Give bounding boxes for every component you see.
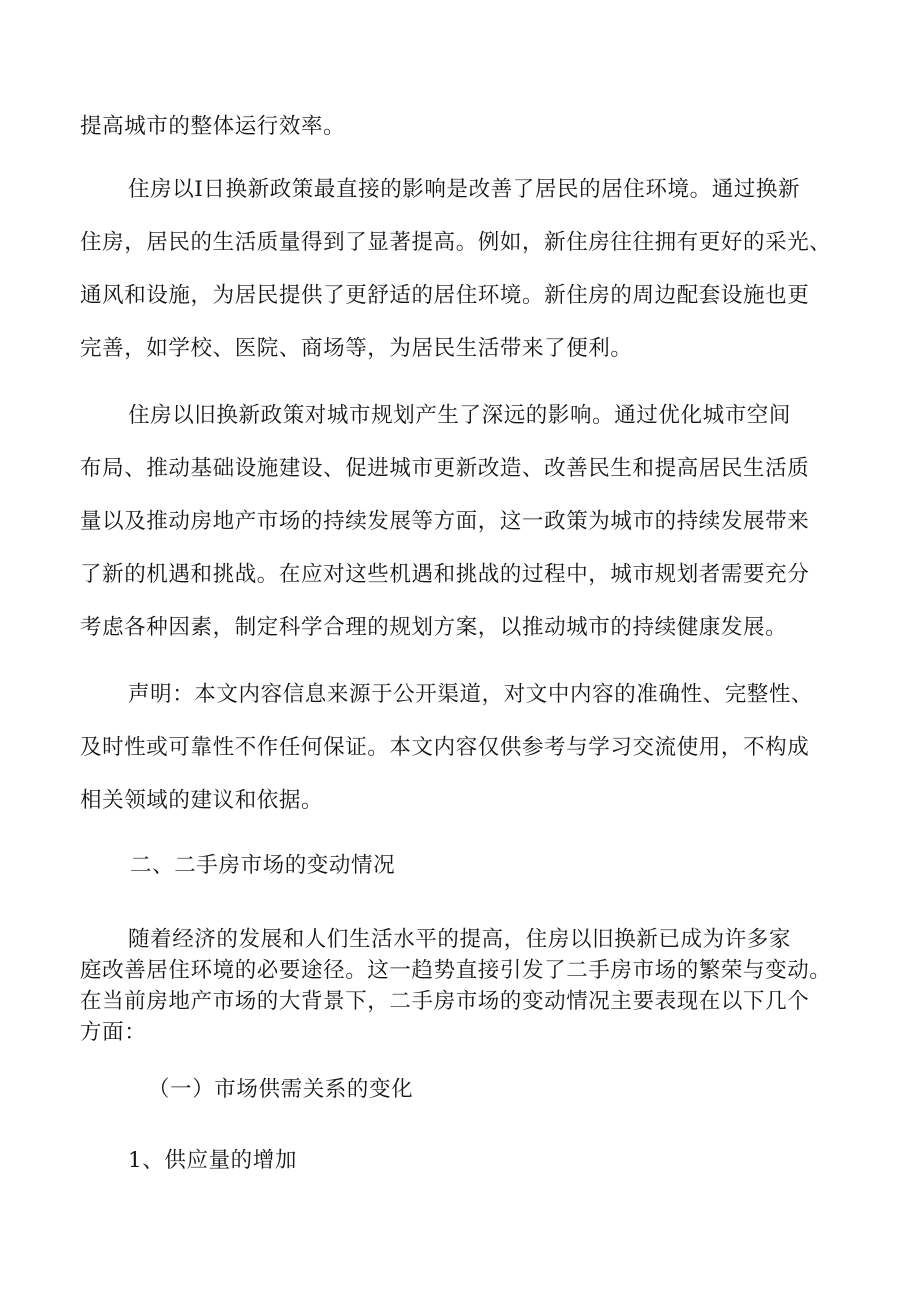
- text-line: 考虑各种因素，制定科学合理的规划方案，以推动城市的持续健康发展。: [80, 615, 788, 640]
- text-line: 提高城市的整体运行效率。: [80, 114, 346, 139]
- text-line: 方面：: [80, 1020, 147, 1045]
- text-line: 了新的机遇和挑战。在应对这些机遇和挑战的过程中，城市规划者需要充分: [80, 562, 810, 587]
- text-line: 住房，居民的生活质量得到了显著提高。例如，新住房往往拥有更好的采光、: [80, 230, 832, 255]
- text-line: 相关领域的建议和依据。: [80, 788, 324, 813]
- text-line: 随着经济的发展和人们生活水平的提高，住房以旧换新已成为许多家: [128, 927, 792, 952]
- subsection-heading: （一）市场供需关系的变化: [148, 1077, 414, 1102]
- text-line: 量以及推动房地产市场的持续发展等方面，这一政策为城市的持续发展带来: [80, 509, 810, 534]
- text-line: 完善，如学校、医院、商场等，为居民生活带来了便利。: [80, 336, 633, 361]
- paragraph-continuation: [80, 100, 840, 153]
- paragraph-urban-planning: [80, 389, 840, 654]
- text-line: 庭改善居住环境的必要途径。这一趋势直接引发了二手房市场的繁荣与变动。: [80, 958, 832, 983]
- paragraph-disclaimer: [80, 668, 840, 827]
- text-line: 布局、推动基础设施建设、促进城市更新改造、改善民生和提高居民生活质: [80, 456, 810, 481]
- text-line: 住房以旧换新政策对城市规划产生了深远的影响。通过优化城市空间: [128, 403, 792, 428]
- text-line: 住房以Ⅰ日换新政策最直接的影响是改善了居民的居住环境。通过换新: [128, 177, 801, 202]
- item-heading: 1、供应量的增加: [128, 1148, 297, 1173]
- text-line: 声明：本文内容信息来源于公开渠道，对文中内容的准确性、完整性、: [128, 682, 814, 707]
- text-line: 通风和设施，为居民提供了更舒适的居住环境。新住房的周边配套设施也更: [80, 283, 810, 308]
- paragraph-housing-environment: [80, 163, 840, 375]
- section-heading: 二、二手房市场的变动情况: [130, 853, 396, 878]
- text-line: 及时性或可靠性不作任何保证。本文内容仅供参考与学习交流使用，不构成: [80, 735, 810, 760]
- text-line: 在当前房地产市场的大背景下，二手房市场的变动情况主要表现在以下几个: [80, 989, 810, 1014]
- paragraph-second-hand-market: [80, 924, 840, 1048]
